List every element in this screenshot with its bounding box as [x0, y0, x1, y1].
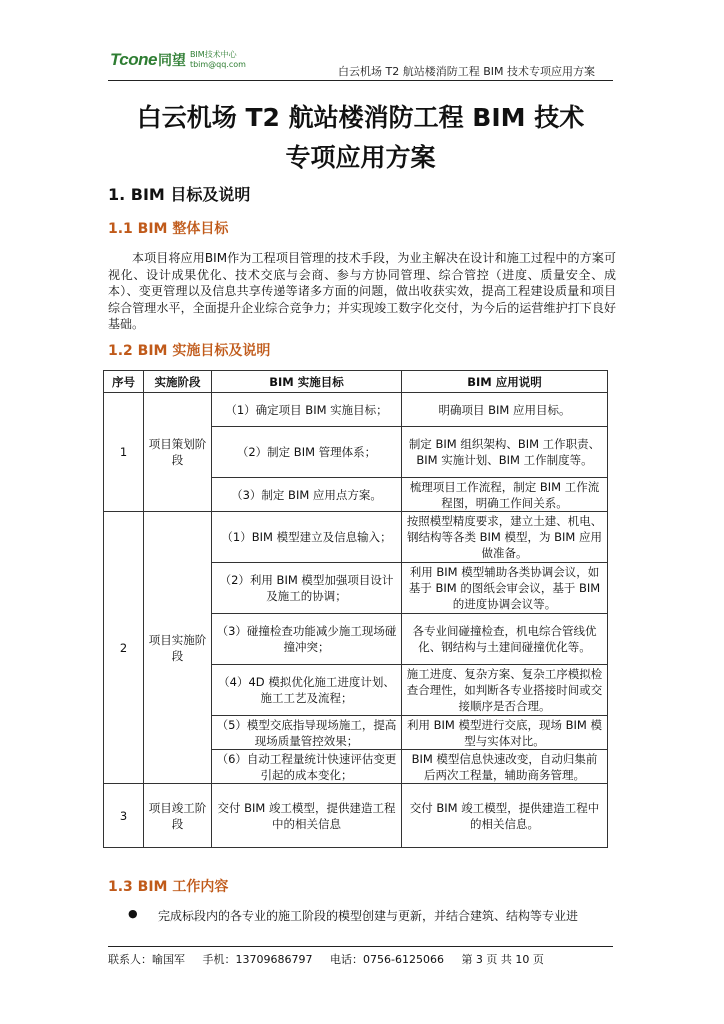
- row-goal: （1）确定项目 BIM 实施目标；: [212, 393, 402, 427]
- section-heading-1-1: 1.1 BIM 整体目标: [108, 221, 229, 237]
- row-stage: 项目竣工阶段: [144, 784, 212, 848]
- bullet-text: 完成标段内的各专业的施工阶段的模型创建与更新，并结合建筑、结构等专业进: [158, 909, 579, 923]
- row-desc: 明确项目 BIM 应用目标。: [402, 393, 608, 427]
- row-stage: 项目实施阶段: [144, 512, 212, 784]
- table-header-row: [104, 371, 608, 393]
- row-desc: BIM 模型信息快速改变，自动归集前后两次工程量，辅助商务管理。: [402, 750, 608, 784]
- bullet-dot-icon: ●: [128, 907, 138, 920]
- implementation-table: [103, 370, 608, 848]
- footer-contact: 联系人：喻国军: [108, 953, 185, 966]
- table-row: [104, 393, 608, 427]
- row-goal: （6）自动工程量统计快速评估变更引起的成本变化；: [212, 750, 402, 784]
- section-heading-1: 1. BIM 目标及说明: [108, 185, 251, 204]
- row-desc: 交付 BIM 竣工模型，提供建造工程中的相关信息。: [402, 784, 608, 848]
- company-logo: [110, 50, 246, 70]
- table-row: [104, 512, 608, 563]
- logo-sub-line2: tbim@qq.com: [189, 60, 246, 69]
- logo-sub-line1: BIM技术中心: [189, 50, 237, 59]
- table-row: [104, 784, 608, 848]
- logo-cn: 同望: [157, 53, 186, 69]
- row-goal: （3）碰撞检查功能减少施工现场碰撞冲突；: [212, 614, 402, 665]
- document-title-line1: 白云机场 T2 航站楼消防工程 BIM 技术: [136, 103, 585, 132]
- document-title: [108, 98, 613, 178]
- col-header-no: 序号: [104, 371, 144, 393]
- header-title: 白云机场 T2 航站楼消防工程 BIM 技术专项应用方案: [338, 65, 595, 78]
- footer-page-number: 第 3 页 共 10 页: [461, 953, 544, 966]
- row-desc: 利用 BIM 模型进行交底，现场 BIM 模型与实体对比。: [402, 716, 608, 750]
- row-goal: （1）BIM 模型建立及信息输入；: [212, 512, 402, 563]
- section-heading-1-2: 1.2 BIM 实施目标及说明: [108, 343, 271, 359]
- page-header: [108, 46, 613, 81]
- col-header-desc: BIM 应用说明: [402, 371, 608, 393]
- row-goal: （5）模型交底指导现场施工，提高现场质量管控效果；: [212, 716, 402, 750]
- row-desc: 按照模型精度要求，建立土建、机电、钢结构等各类 BIM 模型，为 BIM 应用做准备。: [402, 512, 608, 563]
- row-desc: 制定 BIM 组织架构、BIM 工作职责、BIM 实施计划、BIM 工作制度等。: [402, 427, 608, 478]
- intro-paragraph: 本项目将应用BIM作为工程项目管理的技术手段，为业主解决在设计和施工过程中的方案可视化、设计成果优化、技术交底与会商、参与方协同管理、综合管控（进度、质量安全、成本）、变更管理以及信息共享传递等诸多方面的问题，做出收获实效，提高工程建设质量和项目综合管理水平，全面提升企业综合竞争力；并实现竣工数字化交付，为今后的运营维护打下良好基础。: [108, 251, 616, 331]
- logo-mark: Tcone: [110, 50, 157, 69]
- col-header-goal: BIM 实施目标: [212, 371, 402, 393]
- col-header-stage: 实施阶段: [144, 371, 212, 393]
- row-stage: 项目策划阶段: [144, 393, 212, 512]
- row-no: 2: [104, 512, 144, 784]
- bullet-item: [128, 907, 616, 924]
- row-goal: （3）制定 BIM 应用点方案。: [212, 478, 402, 512]
- row-no: 3: [104, 784, 144, 848]
- row-goal: （2）制定 BIM 管理体系；: [212, 427, 402, 478]
- footer-mobile: 手机：13709686797: [202, 953, 313, 966]
- row-desc: 利用 BIM 模型辅助各类协调会议，如基于 BIM 的图纸会审会议，基于 BIM 的进度协调会议等。: [402, 563, 608, 614]
- row-desc: 各专业间碰撞检查，机电综合管线优化、钢结构与土建间碰撞优化等。: [402, 614, 608, 665]
- row-goal: 交付 BIM 竣工模型，提供建造工程中的相关信息: [212, 784, 402, 848]
- row-no: 1: [104, 393, 144, 512]
- document-title-line2: 专项应用方案: [285, 143, 436, 172]
- footer-phone: 电话：0756-6125066: [329, 953, 444, 966]
- page-footer: [108, 946, 613, 967]
- row-goal: （2）利用 BIM 模型加强项目设计及施工的协调；: [212, 563, 402, 614]
- row-goal: （4）4D 模拟优化施工进度计划、施工工艺及流程；: [212, 665, 402, 716]
- section-heading-1-3: 1.3 BIM 工作内容: [108, 879, 229, 895]
- logo-subtitle: [190, 50, 246, 70]
- row-desc: 梳理项目工作流程，制定 BIM 工作流程图，明确工作间关系。: [402, 478, 608, 512]
- row-desc: 施工进度、复杂方案、复杂工序模拟检查合理性，如判断各专业搭接时间或交接顺序是否合理。: [402, 665, 608, 716]
